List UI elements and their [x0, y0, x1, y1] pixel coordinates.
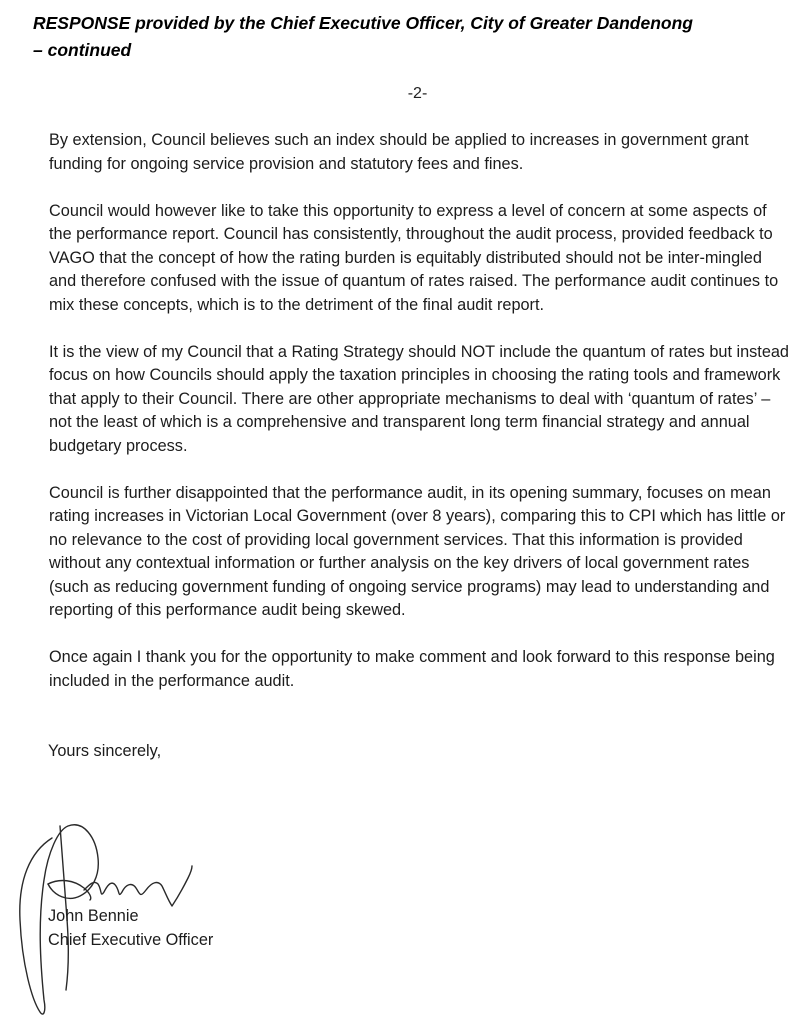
signatory-block [48, 905, 213, 952]
paragraph-index-funding: By extension, Council believes such an index should be applied to increases in government grant funding for ongoing service provision and statutory fees and fines. [49, 131, 749, 173]
paragraph-concern-performance-report: Council would however like to take this opportunity to express a level of concern at some aspects of the performance report. Council has consistently, throughout the audit process, provided feedback to VAGO that the concept of how the rating burden is equitably distributed should not be inter-mingled and therefore confused with the issue of quantum of rates raised. The performance audit continues to mix these concepts, which is to the detriment of the final audit report. [49, 201, 779, 314]
header-line-2: – continued [33, 40, 132, 60]
paragraph-thanks: Once again I thank you for the opportunity to make comment and look forward to this response being included in the performance audit. [49, 648, 775, 690]
header-line-1: RESPONSE provided by the Chief Executive Officer, City of Greater Dandenong [33, 13, 693, 33]
document-header [33, 10, 773, 64]
page-number: -2- [407, 85, 428, 102]
signatory-name: John Bennie [48, 907, 139, 925]
paragraph-disappointment-summary: Council is further disappointed that the performance audit, in its opening summary, focuses on mean rating increases in Victorian Local Government (over 8 years), comparing this to CPI which has little or no relevance to the cost of providing local government services. That this information is provided without any contextual information or further analysis on the key drivers of local government rates (such as reducing government funding of ongoing service programs) may lead to understanding and reporting of this performance audit being skewed. [49, 483, 786, 619]
paragraph-rating-strategy: It is the view of my Council that a Rating Strategy should NOT include the quantum of rates but instead focus on how Councils should apply the taxation principles in choosing the rating tools and framework that apply to their Council. There are other appropriate mechanisms to deal with ‘quantum of rates’ – not the least of which is a comprehensive and transparent long term financial strategy and annual budgetary process. [49, 342, 789, 455]
signatory-title: Chief Executive Officer [48, 930, 214, 949]
closing-salutation: Yours sincerely, [48, 742, 162, 760]
letter-body [49, 129, 789, 717]
